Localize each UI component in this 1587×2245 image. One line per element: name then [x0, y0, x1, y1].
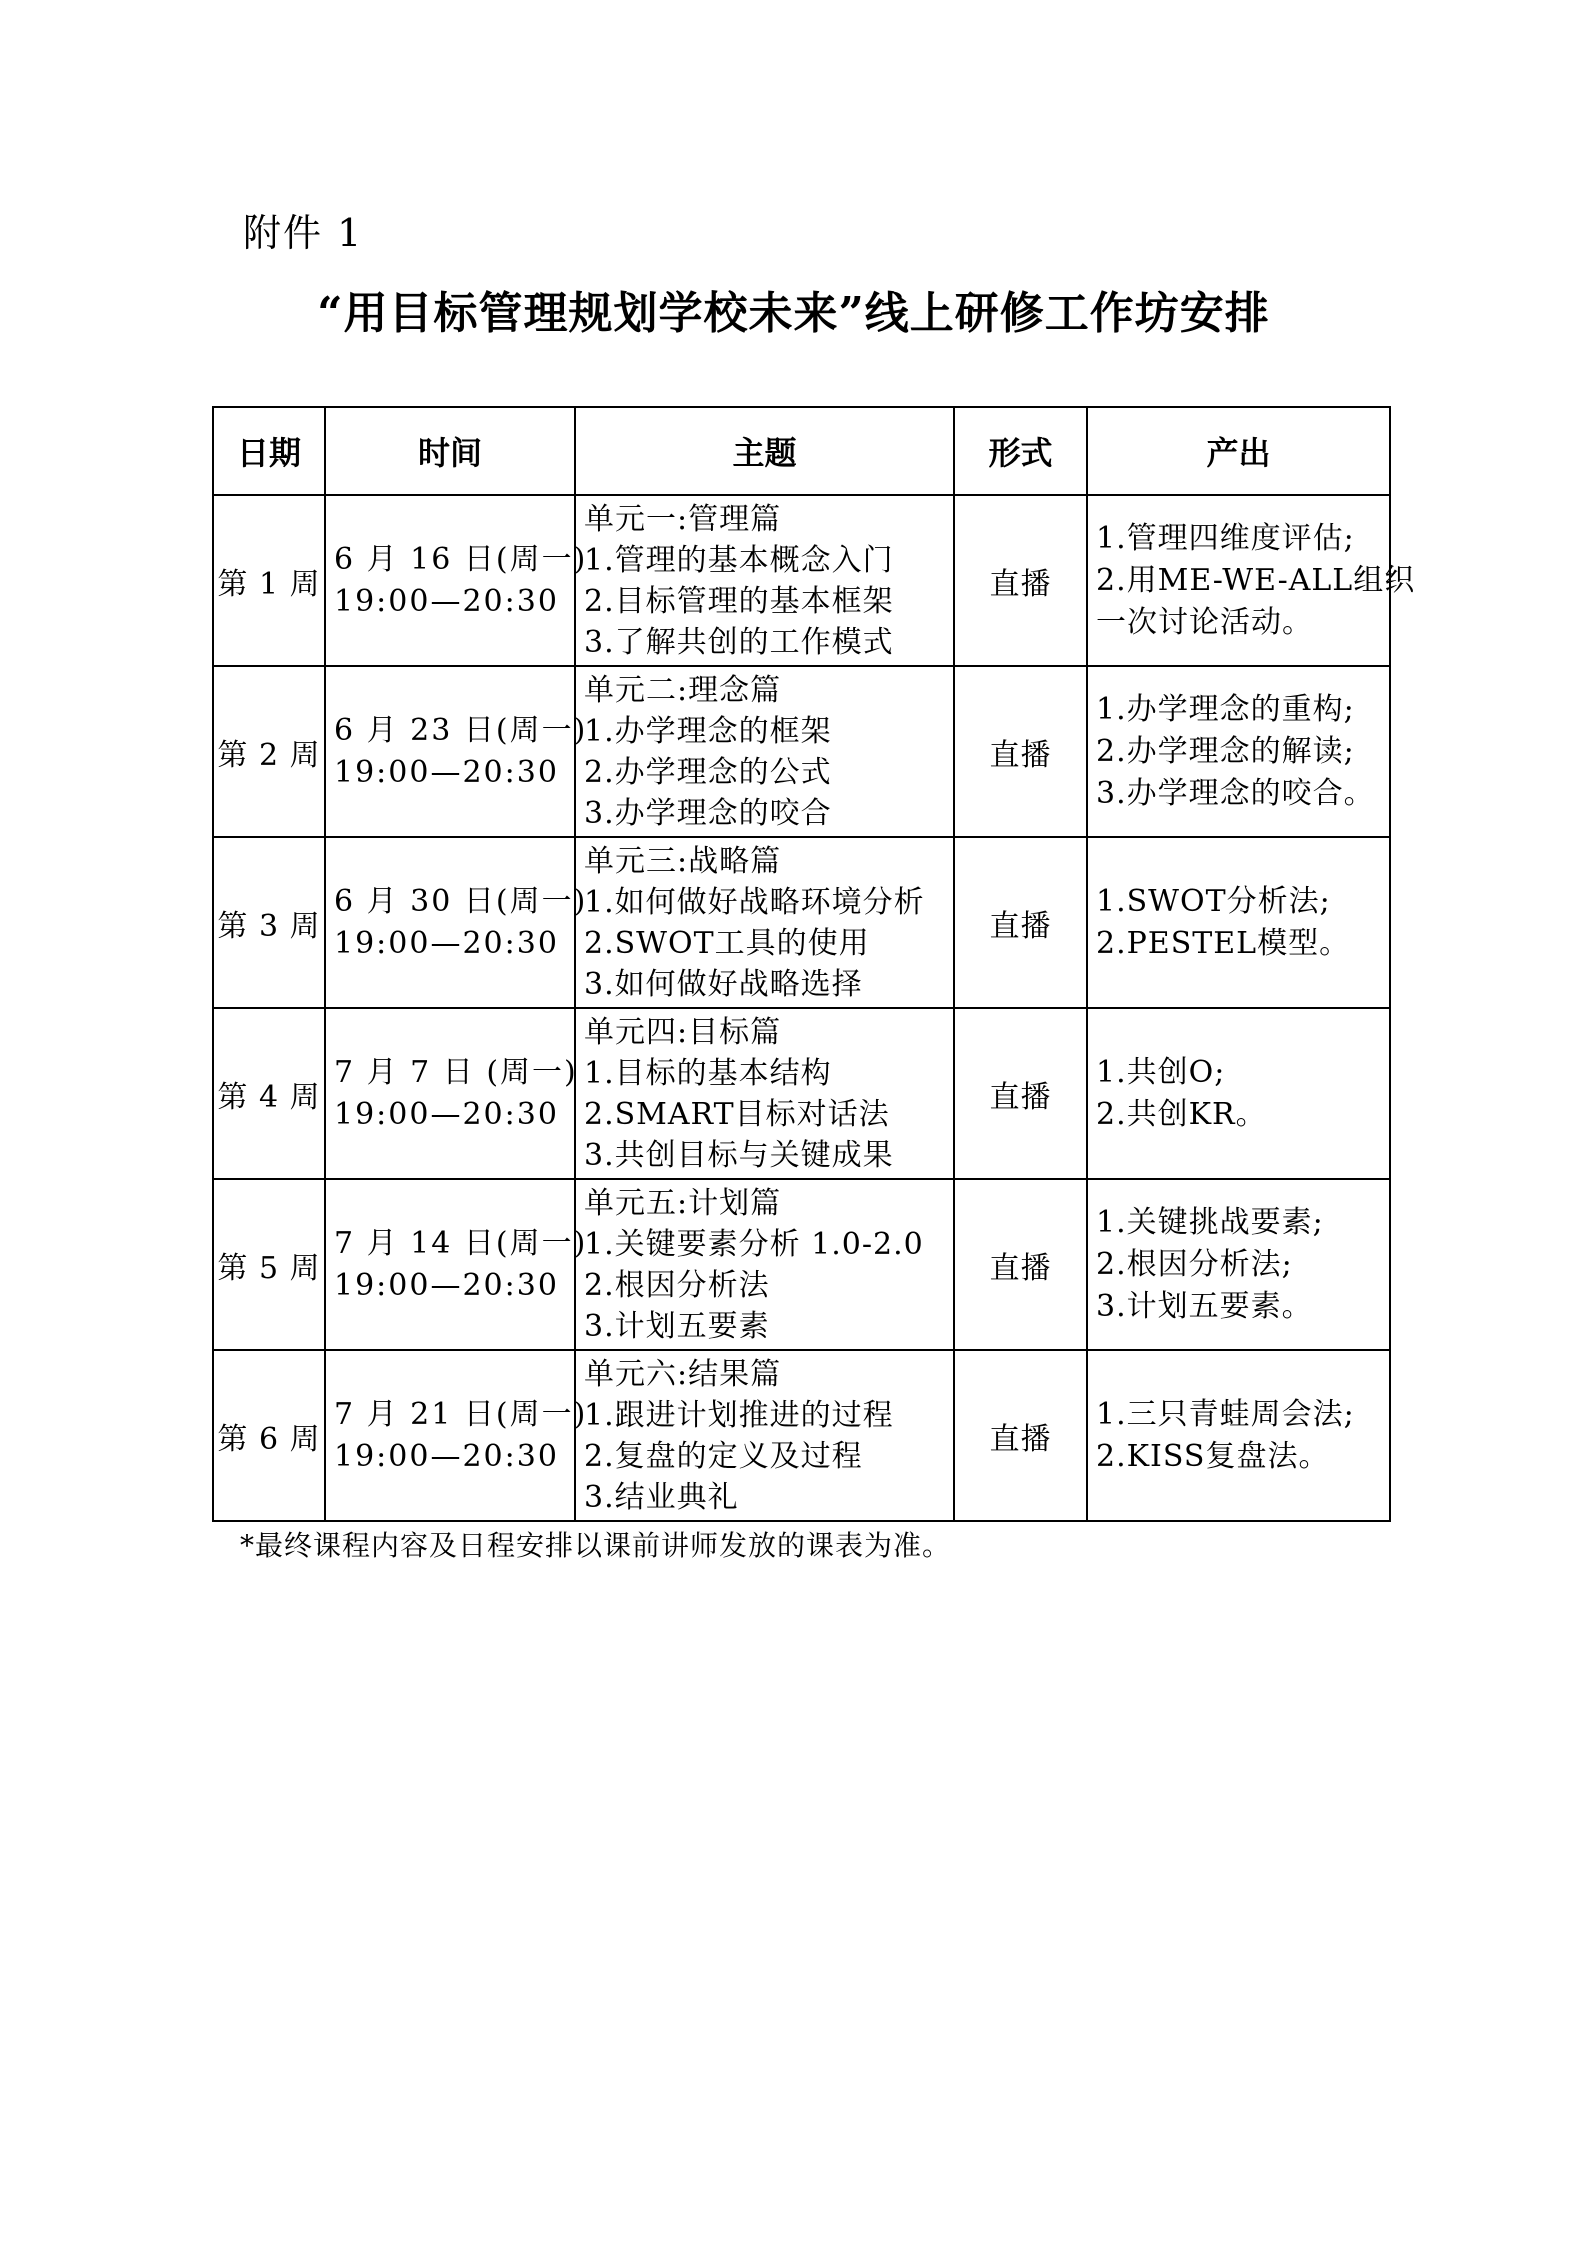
output-item: 1.三只青蛙周会法;: [1096, 1396, 1355, 1432]
unit-title: 单元五:计划篇: [584, 1185, 782, 1221]
output-item: 一次讨论活动。: [1096, 604, 1313, 640]
table-row: [213, 1008, 1390, 1179]
topic-item: 2.目标管理的基本框架: [584, 583, 894, 619]
output-item: 1.办学理念的重构;: [1096, 691, 1355, 727]
date-text: 7 月 14 日(周一): [334, 1225, 588, 1261]
output-cell: [1087, 1179, 1390, 1350]
date-text: 7 月 21 日(周一): [334, 1396, 588, 1432]
output-cell: [1087, 1008, 1390, 1179]
week-cell: 第 5 周: [213, 1179, 325, 1350]
topic-item: 2.办学理念的公式: [584, 754, 832, 790]
time-cell: [325, 495, 588, 666]
output-item: 1.管理四维度评估;: [1096, 520, 1355, 556]
topic-item: 1.目标的基本结构: [584, 1055, 832, 1091]
topic-item: 1.如何做好战略环境分析: [584, 884, 925, 920]
date-text: 7 月 7 日 (周一): [334, 1054, 578, 1090]
topic-item: 3.共创目标与关键成果: [584, 1137, 894, 1173]
topic-cell: [575, 1179, 954, 1350]
week-cell: 第 2 周: [213, 666, 325, 837]
topic-item: 3.办学理念的咬合: [584, 795, 832, 831]
output-item: 3.计划五要素。: [1096, 1288, 1313, 1324]
time-range-text: 19:00—20:30: [334, 583, 559, 619]
time-cell: [325, 666, 588, 837]
table-row: [213, 837, 1390, 1008]
time-range-text: 19:00—20:30: [334, 925, 559, 961]
time-cell: [325, 1008, 578, 1179]
week-cell: 第 4 周: [213, 1008, 325, 1179]
output-item: 2.根因分析法;: [1096, 1246, 1293, 1282]
output-item: 1.关键挑战要素;: [1096, 1204, 1324, 1240]
unit-title: 单元二:理念篇: [584, 672, 782, 708]
output-item: 2.PESTEL模型。: [1096, 925, 1351, 961]
time-range-text: 19:00—20:30: [334, 1438, 559, 1474]
format-cell: 直播: [954, 1008, 1087, 1179]
topic-item: 3.如何做好战略选择: [584, 966, 863, 1002]
topic-item: 3.计划五要素: [584, 1308, 770, 1344]
unit-title: 单元四:目标篇: [584, 1014, 782, 1050]
format-cell: 直播: [954, 666, 1087, 837]
column-header-topic: 主题: [575, 407, 954, 495]
footnote: *最终课程内容及日程安排以课前讲师发放的课表为准。: [240, 1529, 952, 1562]
week-cell: 第 3 周: [213, 837, 325, 1008]
format-cell: 直播: [954, 837, 1087, 1008]
topic-item: 2.SMART目标对话法: [584, 1096, 890, 1132]
attachment-label: 附件 1: [243, 211, 364, 255]
column-header-time: 时间: [325, 407, 575, 495]
topic-cell: [575, 666, 954, 837]
format-cell: 直播: [954, 1350, 1087, 1521]
topic-item: 2.复盘的定义及过程: [584, 1438, 863, 1474]
unit-title: 单元三:战略篇: [584, 843, 782, 879]
topic-item: 3.结业典礼: [584, 1479, 739, 1515]
output-cell: [1087, 837, 1390, 1008]
unit-title: 单元六:结果篇: [584, 1356, 782, 1392]
time-range-text: 19:00—20:30: [334, 1096, 559, 1132]
column-header-format: 形式: [954, 407, 1087, 495]
output-item: 3.办学理念的咬合。: [1096, 775, 1375, 811]
table-row: [213, 666, 1390, 837]
topic-cell: [575, 837, 954, 1008]
output-cell: [1087, 666, 1390, 837]
topic-cell: [575, 495, 954, 666]
time-cell: [325, 837, 588, 1008]
output-item: 2.共创KR。: [1096, 1096, 1267, 1132]
time-range-text: 19:00—20:30: [334, 1267, 559, 1303]
topic-cell: [575, 1350, 954, 1521]
topic-item: 3.了解共创的工作模式: [584, 624, 894, 660]
date-text: 6 月 23 日(周一): [334, 712, 588, 748]
output-item: 1.共创O;: [1096, 1054, 1226, 1090]
time-cell: [325, 1179, 588, 1350]
topic-item: 2.SWOT工具的使用: [584, 925, 870, 961]
table-row: [213, 495, 1390, 666]
format-cell: 直播: [954, 495, 1087, 666]
table-row: [213, 1179, 1390, 1350]
week-cell: 第 1 周: [213, 495, 325, 666]
output-item: 2.用ME-WE-ALL组织: [1096, 562, 1416, 598]
output-item: 2.办学理念的解读;: [1096, 733, 1355, 769]
time-range-text: 19:00—20:30: [334, 754, 559, 790]
output-cell: [1087, 495, 1416, 666]
output-item: 1.SWOT分析法;: [1096, 883, 1331, 919]
topic-item: 1.管理的基本概念入门: [584, 542, 894, 578]
time-cell: [325, 1350, 588, 1521]
document-title: “用目标管理规划学校未来”线上研修工作坊安排: [317, 288, 1270, 339]
output-item: 2.KISS复盘法。: [1096, 1438, 1330, 1474]
date-text: 6 月 16 日(周一): [334, 541, 588, 577]
week-cell: 第 6 周: [213, 1350, 325, 1521]
unit-title: 单元一:管理篇: [584, 501, 782, 537]
table-row: [213, 1350, 1390, 1521]
topic-item: 1.关键要素分析 1.0-2.0: [584, 1226, 924, 1262]
topic-cell: [575, 1008, 954, 1179]
topic-item: 1.跟进计划推进的过程: [584, 1397, 894, 1433]
topic-item: 2.根因分析法: [584, 1267, 770, 1303]
column-header-date: 日期: [213, 407, 325, 495]
table-header-row: [213, 407, 1390, 495]
date-text: 6 月 30 日(周一): [334, 883, 588, 919]
output-cell: [1087, 1350, 1390, 1521]
column-header-output: 产出: [1087, 407, 1390, 495]
format-cell: 直播: [954, 1179, 1087, 1350]
topic-item: 1.办学理念的框架: [584, 713, 832, 749]
schedule-table: [212, 406, 1416, 1522]
